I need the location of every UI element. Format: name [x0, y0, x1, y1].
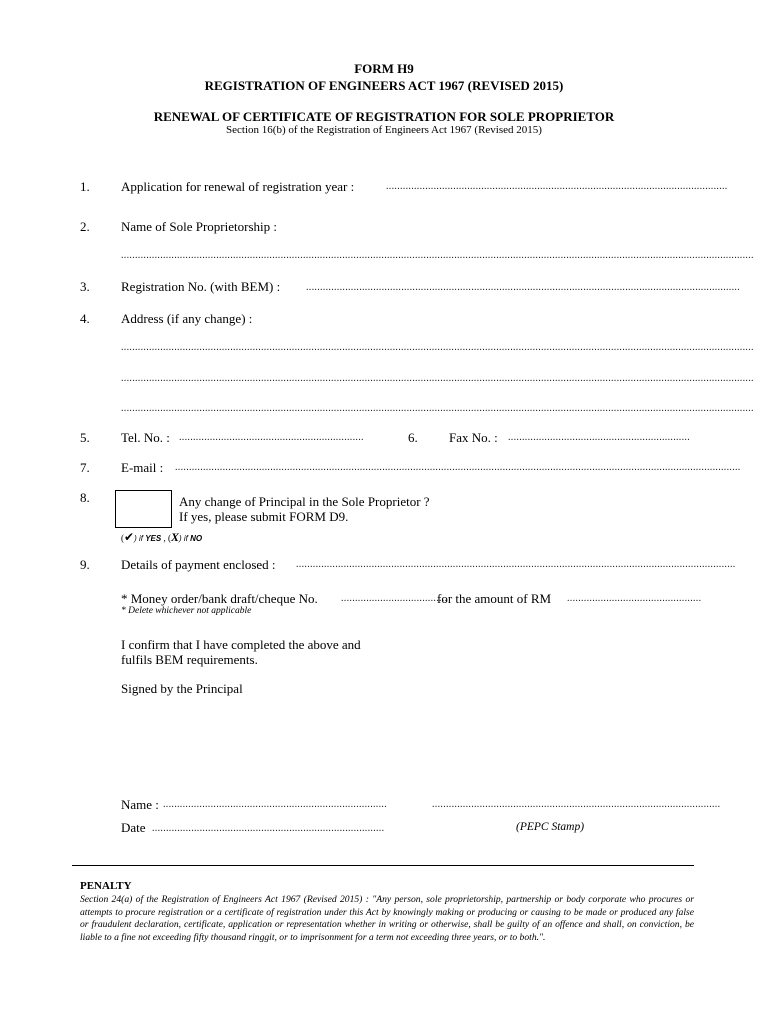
address-line-1-field[interactable]: ..................................................................................................................................................................................................................................	[121, 342, 754, 353]
section-reference: Section 16(b) of the Registration of Engineers Act 1967 (Revised 2015)	[226, 124, 542, 136]
address-line-2-field[interactable]: ..................................................................................................................................................................................................................................	[121, 373, 754, 384]
item-7-number: 7.	[80, 460, 90, 475]
item-7-label: E-mail :	[121, 460, 164, 475]
form-id: FORM H9	[354, 61, 414, 76]
principal-change-instruction: If yes, please submit FORM D9.	[179, 509, 349, 524]
amount-field[interactable]: ................................................	[567, 593, 702, 604]
item-8-number: 8.	[80, 490, 90, 505]
tick-legend	[121, 530, 202, 545]
item-5-label: Tel. No. :	[121, 430, 170, 445]
item-6-label: Fax No. :	[449, 430, 498, 445]
item-1-label: Application for renewal of registration year :	[121, 179, 355, 194]
email-field[interactable]: ..........................................................................................................................................................................................................	[175, 462, 741, 473]
registration-year-field[interactable]: ..........................................................................................................................	[386, 181, 728, 192]
item-3-number: 3.	[80, 279, 90, 294]
cross-icon: X	[170, 530, 179, 544]
item-9-label: Details of payment enclosed :	[121, 557, 276, 572]
amount-label: for the amount of RM	[437, 591, 552, 606]
registration-number-field[interactable]: ...........................................................................................................................................................	[306, 282, 740, 293]
item-3-label: Registration No. (with BEM) :	[121, 279, 281, 294]
act-title: REGISTRATION OF ENGINEERS ACT 1967 (REVISED 2015)	[204, 78, 564, 93]
name-label: Name :	[121, 797, 159, 812]
cross-legend-if: ) if	[178, 534, 188, 543]
tick-legend-yes: YES	[145, 534, 162, 543]
item-1-number: 1.	[80, 179, 90, 194]
tick-legend-if: ) if	[134, 534, 143, 543]
item-5-number: 5.	[80, 430, 90, 445]
date-field[interactable]: ...................................................................................	[152, 823, 385, 834]
confirmation-line-2: fulfils BEM requirements.	[121, 652, 258, 667]
item-6-number: 6.	[408, 430, 418, 445]
tick-icon: ✔	[124, 530, 135, 544]
money-order-label: * Money order/bank draft/cheque No.	[121, 591, 318, 606]
signature-field[interactable]: .......................................................................................................	[432, 799, 721, 810]
name-field[interactable]: ................................................................................	[163, 799, 387, 810]
item-9-number: 9.	[80, 557, 90, 572]
tick-legend-sep: , (	[163, 533, 171, 543]
principal-change-question: Any change of Principal in the Sole Proprietor ?	[179, 494, 430, 509]
item-2-label: Name of Sole Proprietorship :	[121, 219, 277, 234]
penalty-heading: PENALTY	[80, 880, 132, 892]
pepc-stamp-label: (PEPC Stamp)	[516, 821, 585, 833]
penalty-divider	[72, 865, 694, 866]
payment-details-field[interactable]: .............................................................................................................................................................	[296, 559, 736, 570]
item-2-number: 2.	[80, 219, 90, 234]
money-order-number-field[interactable]: ......................................	[341, 593, 448, 604]
proprietorship-name-field[interactable]: ..................................................................................................................................................................................................................................	[121, 250, 754, 261]
principal-change-checkbox[interactable]	[115, 490, 172, 528]
fax-number-field[interactable]: .................................................................	[508, 432, 690, 443]
address-line-3-field[interactable]: ..................................................................................................................................................................................................................................	[121, 403, 754, 414]
penalty-text: Section 24(a) of the Registration of Engineers Act 1967 (Revised 2015) : "Any person, sole proprietorship, partnership or body corporate who procures or attempts to procure registration or a certificate of registration under this Act by knowingly making or producing or causing to be made or produced any false or fraudulent declaration, certificate, application or representation whether in writing or otherwise, shall be guilty of an offence and shall, on conviction, be liable to a fine not exceeding fifty thousand ringgit, or to imprisonment for a term not exceeding three years, or to both.".	[80, 894, 694, 943]
cross-legend-no: NO	[190, 534, 203, 543]
signed-by-label: Signed by the Principal	[121, 681, 243, 696]
confirmation-line-1: I confirm that I have completed the above and	[121, 637, 361, 652]
date-label: Date	[121, 820, 146, 835]
tick-legend-open: (	[121, 533, 124, 543]
item-4-number: 4.	[80, 311, 90, 326]
item-4-label: Address (if any change) :	[121, 311, 253, 326]
delete-note: * Delete whichever not applicable	[121, 606, 252, 616]
tel-number-field[interactable]: ..................................................................	[179, 432, 364, 443]
form-title: RENEWAL OF CERTIFICATE OF REGISTRATION FOR SOLE PROPRIETOR	[153, 109, 615, 124]
